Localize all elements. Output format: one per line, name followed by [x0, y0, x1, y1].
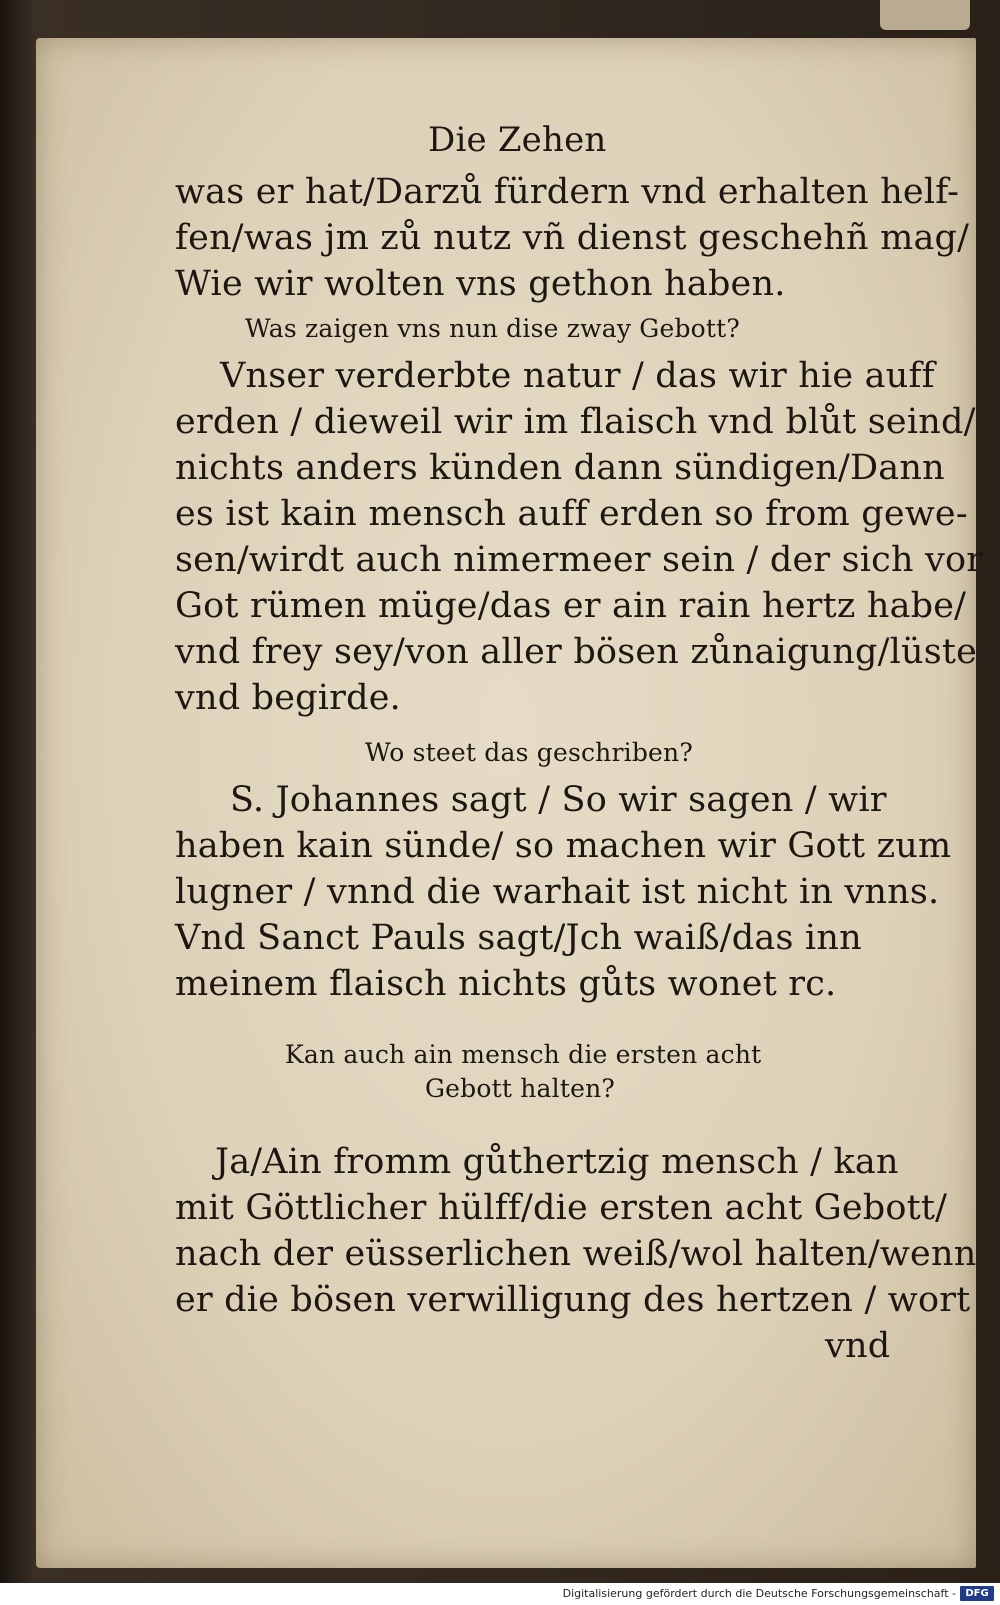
- text-line: nach der eüsserlichen weiß/wol halten/wenn: [175, 1234, 977, 1274]
- text-line: mit Göttlicher hülff/die ersten acht Gebott/: [175, 1188, 948, 1228]
- dfg-logo: DFG: [960, 1586, 994, 1601]
- text-line: S. Johannes sagt / So wir sagen / wir: [230, 780, 887, 820]
- funding-notice: Digitalisierung gefördert durch die Deutsche Forschungsgemeinschaft -: [562, 1587, 956, 1600]
- text-line: fen/was jm zů nutz vñ dienst geschehñ mag/: [175, 218, 970, 258]
- question-heading: Gebott halten?: [425, 1074, 616, 1103]
- text-line: lugner / vnnd die warhait ist nicht in vnns.: [175, 872, 940, 912]
- text-line: Wie wir wolten vns gethon haben.: [175, 264, 786, 304]
- text-line: er die bösen verwilligung des hertzen / wort: [175, 1280, 971, 1320]
- catchword: vnd: [825, 1326, 891, 1366]
- text-line: Got rümen müge/das er ain rain hertz habe/: [175, 586, 967, 626]
- text-line: vnd begirde.: [175, 678, 401, 718]
- question-heading: Kan auch ain mensch die ersten acht: [285, 1040, 762, 1069]
- text-line: was er hat/Darzů fürdern vnd erhalten helf-: [175, 172, 960, 212]
- question-heading: Wo steet das geschriben?: [365, 738, 693, 767]
- text-line: Vnd Sanct Pauls sagt/Jch waiß/das inn: [175, 918, 862, 958]
- page-edge-fragment: [880, 0, 970, 30]
- text-line: Ja/Ain fromm gůthertzig mensch / kan: [215, 1142, 899, 1182]
- text-line: es ist kain mensch auff erden so from gewe-: [175, 494, 968, 534]
- running-header: Die Zehen: [428, 120, 607, 160]
- text-line: vnd frey sey/von aller bösen zůnaigung/lüste: [175, 632, 978, 672]
- text-line: Vnser verderbte natur / das wir hie auff: [220, 356, 935, 396]
- text-line: meinem flaisch nichts gůts wonet rc.: [175, 964, 837, 1004]
- question-heading: Was zaigen vns nun dise zway Gebott?: [245, 314, 741, 343]
- text-line: nichts anders künden dann sündigen/Dann: [175, 448, 945, 488]
- text-line: erden / dieweil wir im flaisch vnd blůt seind/: [175, 402, 976, 442]
- text-line: sen/wirdt auch nimermeer sein / der sich vor: [175, 540, 984, 580]
- text-line: haben kain sünde/ so machen wir Gott zum: [175, 826, 952, 866]
- footer-bar: [0, 1583, 1000, 1605]
